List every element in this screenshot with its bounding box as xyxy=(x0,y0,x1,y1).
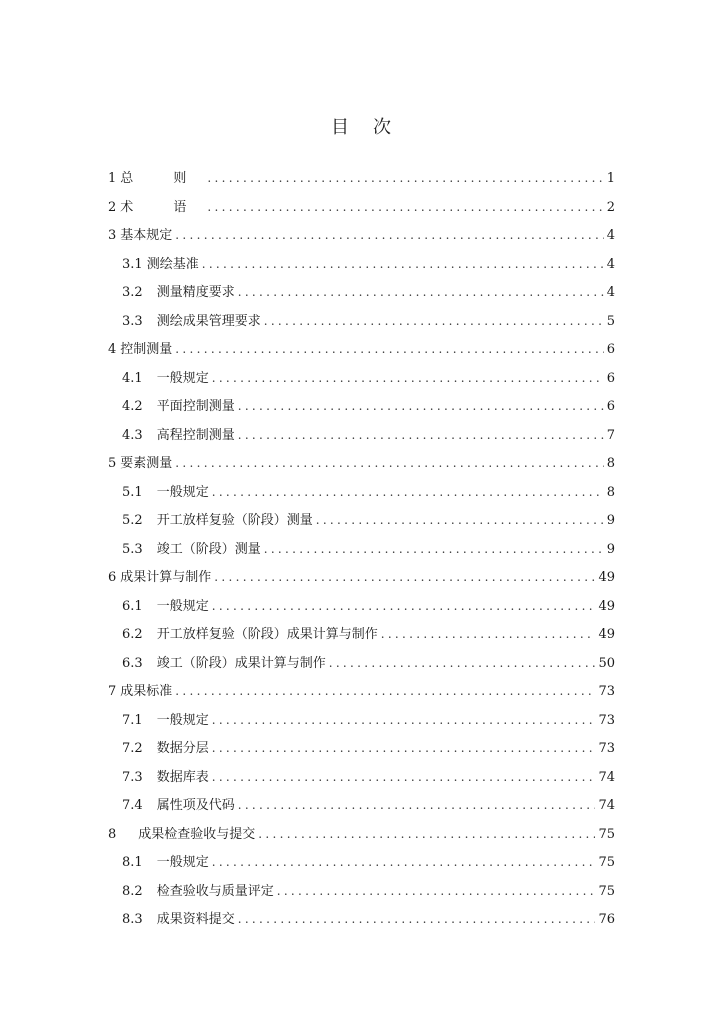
toc-entry-page: 50 xyxy=(598,655,615,671)
toc-entry-page: 75 xyxy=(598,855,615,870)
toc-entry-page: 5 xyxy=(606,313,615,329)
title-part-1: 目 xyxy=(331,117,351,138)
toc-leader-dots xyxy=(238,795,596,815)
toc-entry-page: 8 xyxy=(606,484,615,500)
toc-entry-label: 成果标准 xyxy=(120,684,173,699)
toc-entry[interactable] xyxy=(108,681,615,710)
toc-entry-page: 49 xyxy=(598,570,615,585)
toc-entry-label: 开工放样复验（阶段）测量 xyxy=(156,513,313,528)
toc-entry-label: 竣工（阶段）测量 xyxy=(156,541,261,557)
toc-entry-number: 2 xyxy=(108,199,117,215)
toc-entry[interactable] xyxy=(108,767,615,796)
toc-entry-number: 6 xyxy=(108,570,117,585)
toc-entry-number: 4 xyxy=(108,342,117,357)
toc-entry-page: 4 xyxy=(606,285,615,300)
toc-entry-number: 8 xyxy=(108,826,117,842)
toc-entry[interactable] xyxy=(108,710,615,739)
toc-entry-number: 7.3 xyxy=(122,769,143,785)
toc-leader-dots xyxy=(264,311,604,331)
toc-entry-number: 3.2 xyxy=(122,285,143,300)
toc-entry-label: 检查验收与质量评定 xyxy=(156,883,274,899)
toc-entry[interactable] xyxy=(108,311,615,340)
toc-entry[interactable] xyxy=(108,197,615,226)
toc-entry[interactable] xyxy=(108,596,615,625)
toc-entry-page: 9 xyxy=(606,513,615,528)
toc-entry[interactable] xyxy=(108,824,615,853)
toc-entry-label: 一般规定 xyxy=(156,370,209,386)
toc-leader-dots xyxy=(238,909,596,929)
toc-entry-number: 4.3 xyxy=(122,427,143,443)
toc-entry-number: 5.2 xyxy=(122,513,143,528)
toc-leader-dots xyxy=(175,225,603,245)
page-title xyxy=(0,113,724,139)
toc-entry-label: 要素测量 xyxy=(120,456,173,471)
toc-leader-dots xyxy=(212,482,604,502)
toc-entry-number: 3 xyxy=(108,228,117,243)
toc-entry[interactable] xyxy=(108,396,615,425)
toc-entry-label: 属性项及代码 xyxy=(156,798,235,813)
toc-leader-dots xyxy=(264,539,604,559)
toc-entry-page: 75 xyxy=(598,883,615,899)
toc-leader-dots xyxy=(212,767,596,787)
toc-entry-number: 1 xyxy=(108,171,117,186)
toc-entry-page: 8 xyxy=(606,456,615,471)
toc-entry[interactable] xyxy=(108,482,615,511)
toc-entry-page: 9 xyxy=(606,541,615,557)
toc-entry-label: 测量精度要求 xyxy=(156,285,235,300)
toc-leader-dots xyxy=(238,282,604,302)
toc-entry[interactable] xyxy=(108,254,615,283)
toc-leader-dots xyxy=(329,653,596,673)
toc-entry-page: 73 xyxy=(598,741,615,756)
toc-entry-label: 成果资料提交 xyxy=(156,912,235,927)
toc-entry-page: 49 xyxy=(598,598,615,614)
toc-entry-page: 74 xyxy=(598,769,615,785)
toc-entry-number: 7 xyxy=(108,684,117,699)
toc-entry-page: 6 xyxy=(606,399,615,414)
toc-entry-number: 3.3 xyxy=(122,313,143,329)
toc-entry[interactable] xyxy=(108,368,615,397)
toc-entry-label: 测绘基准 xyxy=(146,256,199,272)
toc-entry-page: 6 xyxy=(606,342,615,357)
toc-entry-number: 8.1 xyxy=(122,855,143,870)
toc-entry[interactable] xyxy=(108,282,615,311)
toc-entry-number: 5.1 xyxy=(122,484,143,500)
toc-entry[interactable] xyxy=(108,225,615,254)
toc-entry-label: 总 则 xyxy=(120,171,205,186)
toc-entry-number: 5.3 xyxy=(122,541,143,557)
toc-entry-number: 4.1 xyxy=(122,370,143,386)
toc-leader-dots xyxy=(258,824,595,844)
toc-entry-page: 73 xyxy=(598,684,615,699)
title-part-2: 次 xyxy=(373,117,393,138)
toc-entry[interactable] xyxy=(108,339,615,368)
toc-entry-number: 8.3 xyxy=(122,912,143,927)
table-of-contents xyxy=(108,168,615,938)
toc-entry[interactable] xyxy=(108,425,615,454)
toc-leader-dots xyxy=(175,681,595,701)
toc-entry-label: 成果计算与制作 xyxy=(120,570,212,585)
toc-entry-page: 4 xyxy=(606,228,615,243)
toc-entry[interactable] xyxy=(108,738,615,767)
toc-entry-label: 一般规定 xyxy=(156,484,209,500)
toc-leader-dots xyxy=(207,168,603,188)
toc-entry-label: 成果检查验收与提交 xyxy=(138,826,256,842)
toc-leader-dots xyxy=(316,510,604,530)
toc-entry-number: 8.2 xyxy=(122,883,143,899)
toc-leader-dots xyxy=(212,738,596,758)
toc-entry-label: 高程控制测量 xyxy=(156,427,235,443)
toc-entry[interactable] xyxy=(108,510,615,539)
toc-entry-number: 7.2 xyxy=(122,741,143,756)
toc-leader-dots xyxy=(214,567,595,587)
toc-entry-label: 数据分层 xyxy=(156,741,209,756)
toc-entry[interactable] xyxy=(108,852,615,881)
toc-leader-dots xyxy=(238,425,604,445)
toc-leader-dots xyxy=(238,396,604,416)
toc-entry-label: 数据库表 xyxy=(156,769,209,785)
toc-entry-number: 6.1 xyxy=(122,598,143,614)
toc-entry-number: 6.2 xyxy=(122,627,143,642)
toc-leader-dots xyxy=(175,453,603,473)
toc-entry[interactable] xyxy=(108,453,615,482)
toc-leader-dots xyxy=(381,624,596,644)
toc-entry-page: 7 xyxy=(606,427,615,443)
toc-entry[interactable] xyxy=(108,881,615,910)
toc-entry-label: 控制测量 xyxy=(120,342,173,357)
toc-entry[interactable] xyxy=(108,624,615,653)
toc-leader-dots xyxy=(207,197,603,217)
toc-entry-page: 2 xyxy=(606,199,615,215)
toc-entry-page: 1 xyxy=(606,171,615,186)
toc-entry-number: 4.2 xyxy=(122,399,143,414)
toc-entry-number: 5 xyxy=(108,456,117,471)
toc-entry-label: 一般规定 xyxy=(156,712,209,728)
toc-leader-dots xyxy=(277,881,596,901)
toc-leader-dots xyxy=(212,596,596,616)
toc-entry-label: 竣工（阶段）成果计算与制作 xyxy=(156,655,326,671)
toc-entry-number: 3.1 xyxy=(122,256,143,272)
toc-leader-dots xyxy=(175,339,603,359)
toc-entry-page: 76 xyxy=(598,912,615,927)
toc-entry-label: 术 语 xyxy=(120,199,205,215)
toc-entry-number: 7.4 xyxy=(122,798,143,813)
toc-entry[interactable] xyxy=(108,168,615,197)
toc-entry-page: 73 xyxy=(598,712,615,728)
toc-entry-page: 74 xyxy=(598,798,615,813)
toc-entry-label: 基本规定 xyxy=(120,228,173,243)
toc-entry[interactable] xyxy=(108,795,615,824)
toc-entry-label: 测绘成果管理要求 xyxy=(156,313,261,329)
toc-entry-page: 6 xyxy=(606,370,615,386)
toc-entry[interactable] xyxy=(108,909,615,938)
toc-entry[interactable] xyxy=(108,567,615,596)
toc-leader-dots xyxy=(202,254,604,274)
toc-entry[interactable] xyxy=(108,539,615,568)
toc-leader-dots xyxy=(212,710,596,730)
toc-entry-page: 49 xyxy=(598,627,615,642)
toc-entry-label: 一般规定 xyxy=(156,855,209,870)
toc-entry-label: 平面控制测量 xyxy=(156,399,235,414)
toc-entry-page: 4 xyxy=(606,256,615,272)
toc-entry-label: 一般规定 xyxy=(156,598,209,614)
toc-leader-dots xyxy=(212,852,596,872)
toc-entry[interactable] xyxy=(108,653,615,682)
toc-entry-label: 开工放样复验（阶段）成果计算与制作 xyxy=(156,627,378,642)
toc-entry-page: 75 xyxy=(598,826,615,842)
toc-entry-number: 7.1 xyxy=(122,712,143,728)
toc-leader-dots xyxy=(212,368,604,388)
toc-entry-number: 6.3 xyxy=(122,655,143,671)
